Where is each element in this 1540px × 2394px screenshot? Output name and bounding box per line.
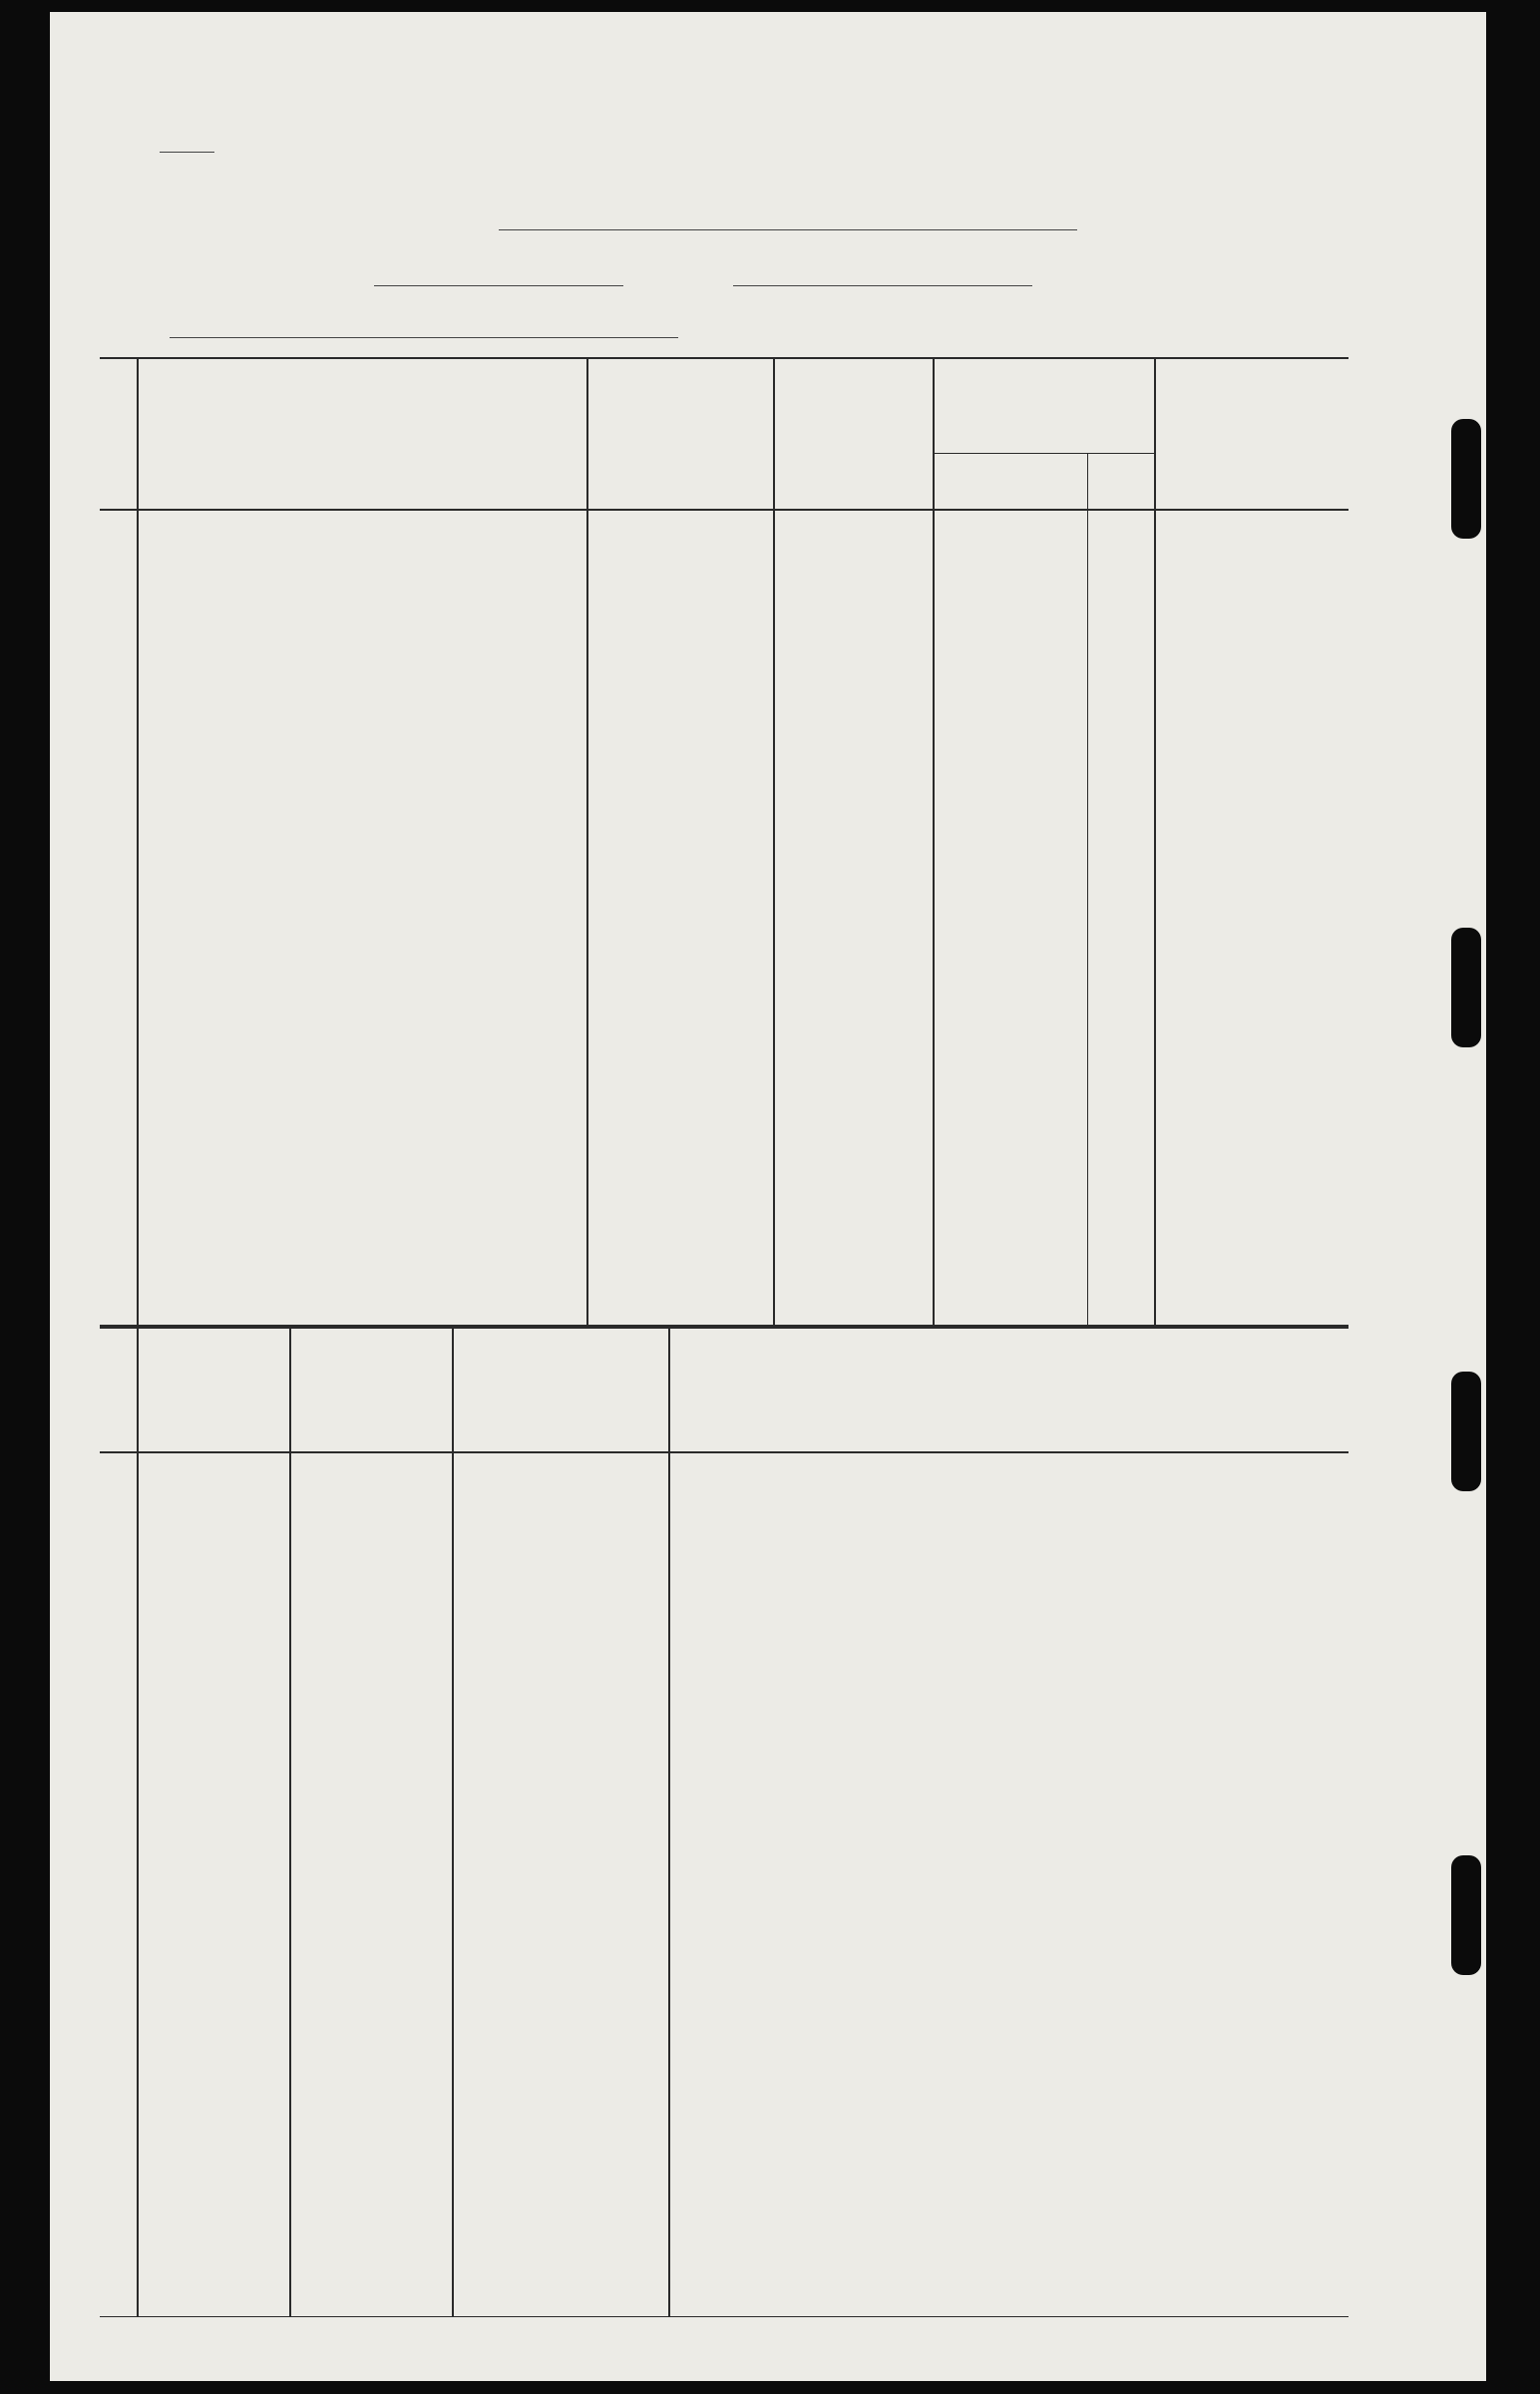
ship-underline — [499, 229, 1077, 230]
binder-tab — [1451, 1372, 1481, 1491]
line-number-border — [137, 1329, 139, 2316]
bottom-table-end — [100, 2316, 1348, 2317]
col-border — [668, 1329, 670, 2316]
col-border — [289, 1329, 291, 2316]
month-underline — [733, 285, 1032, 286]
subheader-rule — [933, 453, 1154, 454]
col-border — [452, 1329, 454, 2316]
header-bottom-border — [100, 509, 1348, 511]
line-number-border — [137, 357, 139, 1325]
binder-tab — [1451, 1855, 1481, 1975]
col-border — [586, 357, 588, 1325]
page-underline — [160, 152, 214, 153]
col-border — [773, 357, 775, 1325]
document-page — [50, 12, 1486, 2381]
bottom-header-border — [100, 1451, 1348, 1453]
col-border — [933, 357, 935, 1325]
table-top-border — [100, 357, 1348, 359]
day-underline — [374, 285, 623, 286]
col-border-thin — [1087, 453, 1088, 1325]
binder-tab — [1451, 928, 1481, 1047]
col-border — [1154, 357, 1156, 1325]
bottom-table-top — [100, 1327, 1348, 1329]
binder-tab — [1451, 419, 1481, 539]
from-underline — [170, 337, 678, 338]
